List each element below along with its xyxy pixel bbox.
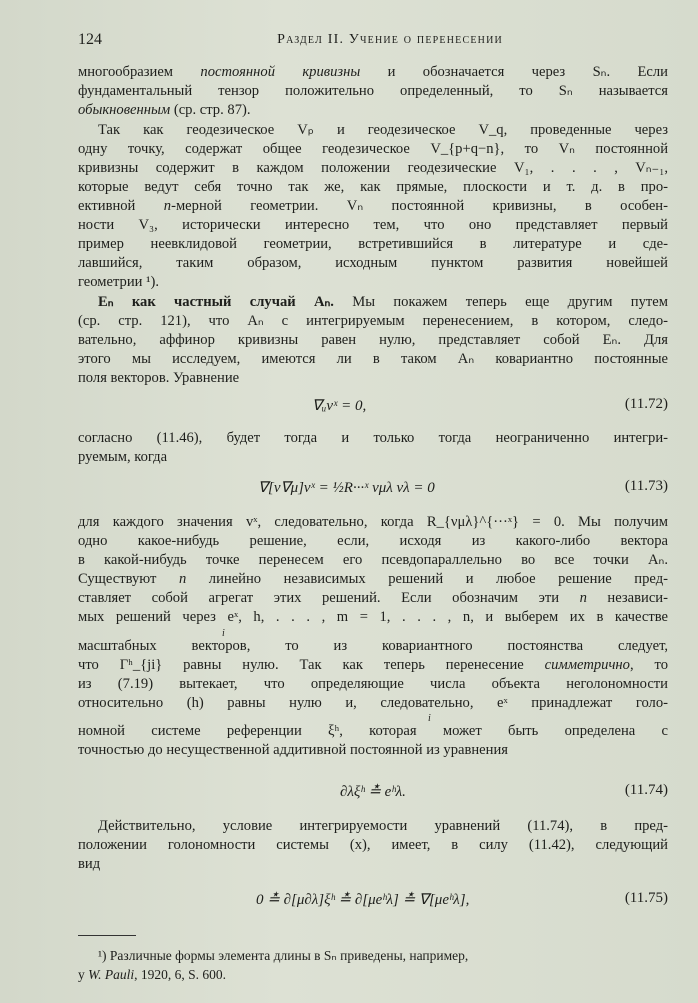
text-line [78,82,668,100]
text-line [98,293,668,311]
text-segment: этого мы исследуем, имеются ли в таком Aₙ ковариантно постоянные [78,351,668,367]
text-line [78,216,668,234]
text-segment: Так как геодезическое Vₚ и геодезическое V_q, проведенные через [98,122,668,138]
running-title: Раздел II. Учение о перенесении [277,32,503,47]
text-line [78,694,668,712]
text-line [78,369,668,387]
text-line [78,178,668,196]
page-number: 124 [78,31,102,48]
text-segment: ности V₃, исторически интересно тем, что оно представляет первый [78,217,668,233]
text-segment: (ср. стр. 121), что Aₙ с интегрируемым перенесением, в котором, следо- [78,313,668,329]
text-line [78,570,668,588]
text-line [78,254,668,272]
text-line [78,551,668,569]
text-segment: поля векторов. Уравнение [78,370,240,386]
text-segment: и обозначается через Sₙ. Если [360,64,668,80]
text-segment: ективной [78,198,164,214]
text-line [78,513,668,531]
equation-number: (11.72) [624,396,668,412]
text-segment: фундаментальный тензор положительно определенный, то Sₙ называется [78,83,668,99]
text-segment: постоянной кривизны [200,64,361,80]
text-segment: геометрии ¹). [78,274,160,290]
text-line [78,836,668,854]
index-mark: i [428,713,431,724]
text-segment: Действительно, условие интегрируемости уравнений (11.74), в пред- [98,818,668,834]
text-line [78,140,668,158]
footnote-text: , 1920, 6, S. 600. [134,967,227,982]
text-segment: Мы покажем теперь еще другим путем [333,294,668,310]
text-line [78,273,668,291]
text-segment: точностью до несущественной аддитивной постоянной из уравнения [78,742,508,758]
text-segment: масштабных векторов, то из ковариантного постоянства следует, [78,638,668,654]
text-line [78,63,668,81]
text-segment: в какой-нибудь точке перенесем его псевдопараллельно во все точки Aₙ. [78,552,668,568]
text-line [78,637,668,655]
text-line [78,855,668,873]
text-segment: -мерной геометрии. Vₙ постоянной кривизны, в особен- [171,198,668,214]
text-segment: n [579,590,587,606]
text-segment: обыкновенным [78,102,171,118]
text-segment: из (7.19) вытекает, что определяющие числа объекта неголономности [78,676,668,692]
text-segment: положении голономности системы (x), имеет, в силу (11.42), следующий [78,837,668,853]
text-line [78,656,668,674]
text-line [78,608,668,626]
text-segment: (ср. стр. 87). [170,102,251,118]
footnote-author: W. Pauli [88,967,135,982]
text-line [78,532,668,550]
text-segment: линейно независимых решений и любое решение пред- [186,571,668,587]
text-segment: ставляет собой агрегат этих решений. Если обозначим эти [78,590,580,606]
text-segment: вид [78,856,101,872]
equation-number: (11.73) [624,478,668,494]
text-segment: многообразием [78,64,201,80]
text-segment: руемым, когда [78,449,168,465]
text-segment: вательно, аффинор кривизны равен нулю, представляет собой Eₙ. Для [78,332,668,348]
text-segment: n [163,198,172,214]
text-segment: что Γʰ_{ji} равны нулю. Так как теперь перенесение [78,657,545,673]
text-line [78,331,668,349]
text-segment: n [178,571,187,587]
text-line [78,159,668,177]
text-segment: лавшийся, таким образом, исходным пунктом развития новейшей [78,255,668,271]
text-line [78,101,668,119]
text-segment: которые ведут себя точно так же, как прямые, плоскости и т. д. в про- [78,179,668,195]
text-segment: номной системе референции ξʰ, которая может быть определена с [78,723,668,739]
footnote-text: у [78,967,89,982]
text-segment: одно какое-нибудь решение, если, исходя из какого-либо вектора [78,533,668,549]
text-segment: относительно (h) равны нулю и, следовательно, eˣ принадлежат голо- [78,695,668,711]
equation-11-73: ∇[ν∇μ]vˣ = ½R···ˣ νμλ vλ = 0 [258,480,435,496]
text-segment: пример неевклидовой геометрии, встретившийся в литературе и сде- [78,236,668,252]
equation-11-72: ∇ᵤvˣ = 0, [312,398,367,414]
text-segment: согласно (11.46), будет тогда и только тогда неограниченно интегри- [78,430,668,446]
footnote-divider [78,935,136,936]
text-segment: , то [629,657,668,673]
index-mark: i [222,628,225,639]
footnote-line-2 [78,967,226,983]
text-line [78,675,668,693]
text-segment: одну точку, содержат общее геодезическое V_{p+q−n}, то Vₙ постоянной [78,141,668,157]
text-segment: для каждого значения vˣ, следовательно, когда R_{νμλ}^{···ˣ} = 0. Мы получим [78,514,668,530]
text-segment: мых решений через eˣ, h, . . . , m = 1, . . . , n, и выберем их в качестве [78,609,668,625]
text-segment: кривизны содержит в каждом положении геодезические V₁, . . . , Vₙ₋₁, [78,160,668,176]
equation-number: (11.75) [624,890,668,906]
footnote-line-1: ¹) Различные формы элемента длины в Sₙ приведены, например, [98,948,469,963]
equation-11-74: ∂λξʰ ≛ eʰλ. [340,784,406,800]
text-line [78,312,668,330]
text-line [78,350,668,368]
text-line [78,235,668,253]
text-segment: Eₙ как частный случай Aₙ. [98,294,334,310]
text-line [98,121,668,139]
text-line [98,817,668,835]
text-segment: симметрично [544,657,630,673]
text-line [78,589,668,607]
equation-number: (11.74) [624,782,668,798]
equation-11-75: 0 ≛ ∂[μ∂λ]ξʰ ≛ ∂[μeʰλ] ≛ ∇[μeʰλ], [256,892,470,908]
text-segment: Существуют [78,571,179,587]
text-line [78,448,668,466]
text-line [78,197,668,215]
text-line [78,741,668,759]
text-segment: независи- [586,590,668,606]
text-line [78,722,668,740]
text-line [78,429,668,447]
